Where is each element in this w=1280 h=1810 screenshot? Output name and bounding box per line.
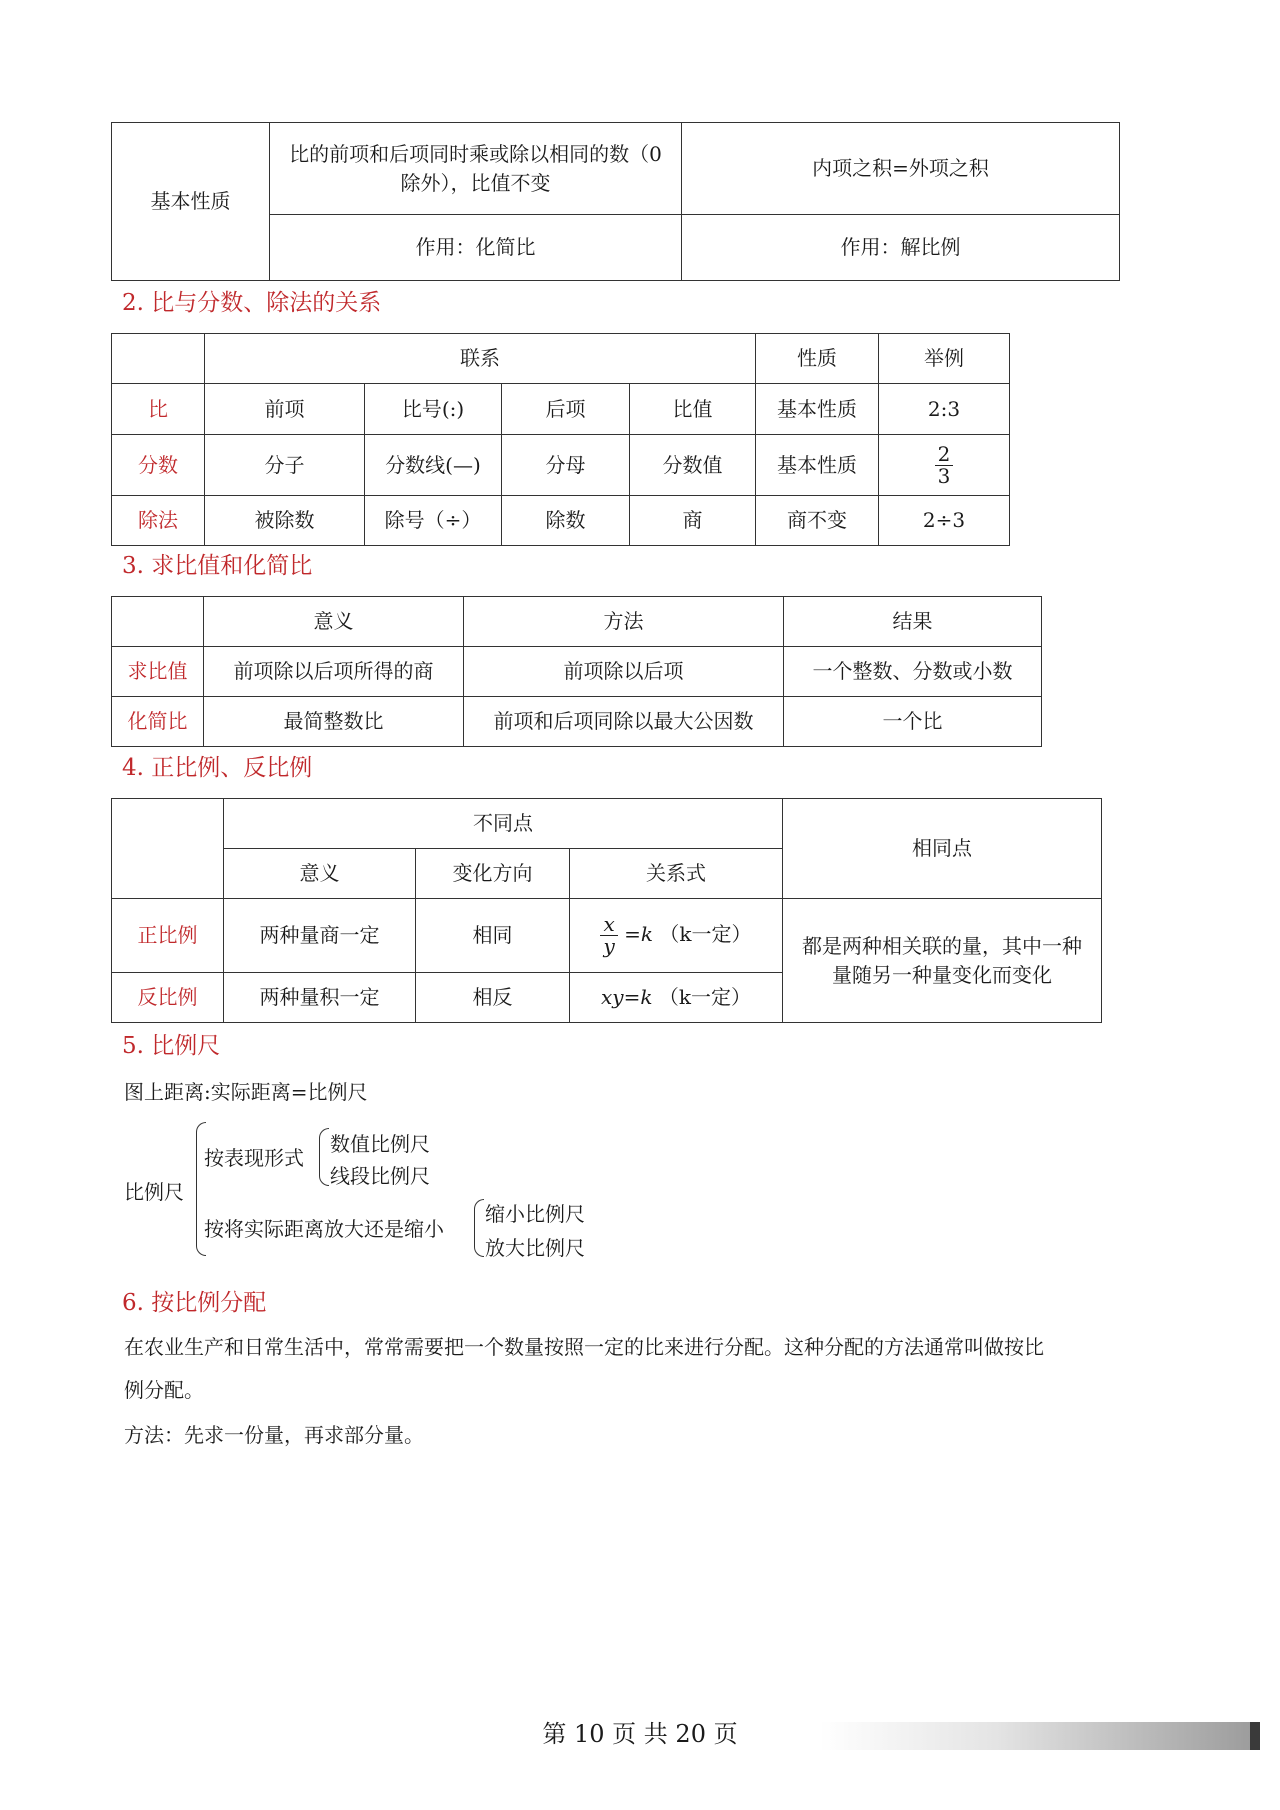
formula-condition: （k一定）: [658, 985, 751, 1009]
table-cell: 基本性质: [756, 435, 879, 496]
table-cell: 分母: [502, 435, 630, 496]
table-cell: 被除数: [205, 496, 365, 546]
row-label: 化简比: [112, 697, 204, 747]
fraction-numerator: x: [600, 914, 617, 936]
row-label: 比: [112, 384, 205, 435]
header-formula: 关系式: [570, 849, 783, 899]
row-label-basic-property: 基本性质: [112, 123, 270, 281]
section-heading-2: 2. 比与分数、除法的关系: [122, 290, 382, 316]
footer-bar-end: [1250, 1722, 1260, 1750]
branch-label: 按将实际距离放大还是缩小: [204, 1217, 444, 1241]
proportion-property-cell: 内项之积=外项之积: [682, 123, 1120, 215]
paragraph-line: 例分配。: [124, 1378, 204, 1402]
section-heading-3: 3. 求比值和化简比: [122, 553, 313, 579]
formula-expression: xy=k: [601, 985, 653, 1009]
left-brace: [319, 1128, 329, 1186]
section-heading-4: 4. 正比例、反比例: [122, 755, 313, 781]
section-heading-6: 6. 按比例分配: [122, 1290, 267, 1316]
table-cell: 后项: [502, 384, 630, 435]
table-cell: 比值: [630, 384, 756, 435]
inverse-formula-cell: [570, 973, 783, 1023]
table-cell: 前项除以后项所得的商: [204, 647, 464, 697]
ratio-value-simplify-table: [111, 596, 1042, 747]
corner-cell: [112, 334, 205, 384]
ratio-property-cell: 比的前项和后项同时乘或除以相同的数（0除外），比值不变: [270, 123, 682, 215]
table-cell: 两种量商一定: [224, 899, 416, 973]
leaf-item: 线段比例尺: [330, 1164, 430, 1188]
fraction: [600, 914, 617, 957]
table-cell: 2:3: [879, 384, 1010, 435]
leaf-item: 缩小比例尺: [485, 1202, 585, 1226]
scale-tree-root: 比例尺: [124, 1180, 184, 1204]
scale-formula: 图上距离:实际距离=比例尺: [124, 1080, 368, 1104]
ratio-fraction-division-table: [111, 333, 1010, 546]
table-cell: 前项除以后项: [464, 647, 784, 697]
header-common: 相同点: [783, 799, 1102, 899]
left-brace: [474, 1199, 484, 1257]
table-cell: 分子: [205, 435, 365, 496]
table-cell: 分数线(—): [365, 435, 502, 496]
table-cell: 商: [630, 496, 756, 546]
header-difference: 不同点: [224, 799, 783, 849]
fraction-denominator: 3: [937, 463, 951, 488]
row-label: 正比例: [112, 899, 224, 973]
page-number: 第 10 页 共 20 页: [542, 1720, 738, 1748]
table-cell: 基本性质: [756, 384, 879, 435]
footer-gradient-bar: [820, 1722, 1260, 1750]
table-cell: 一个比: [784, 697, 1042, 747]
fraction-example-cell: [879, 435, 1010, 496]
proportion-use-cell: 作用：解比例: [682, 215, 1120, 281]
header-property: 性质: [756, 334, 879, 384]
table-cell: 相反: [416, 973, 570, 1023]
formula-equation: =k: [624, 922, 654, 946]
header-meaning: 意义: [224, 849, 416, 899]
direct-formula-cell: [570, 899, 783, 973]
properties-table: [111, 122, 1120, 281]
table-cell: 最简整数比: [204, 697, 464, 747]
section-heading-5: 5. 比例尺: [122, 1033, 221, 1059]
corner-cell: [112, 799, 224, 899]
table-cell: 分数值: [630, 435, 756, 496]
row-label: 反比例: [112, 973, 224, 1023]
row-label: 求比值: [112, 647, 204, 697]
ratio-use-cell: 作用：化简比: [270, 215, 682, 281]
method-line: 方法：先求一份量，再求部分量。: [124, 1423, 424, 1447]
branch-label: 按表现形式: [204, 1146, 304, 1170]
table-cell: 商不变: [756, 496, 879, 546]
header-relation: 联系: [205, 334, 756, 384]
fraction: [935, 441, 954, 488]
formula-condition: （k一定）: [659, 922, 752, 946]
common-point-cell: 都是两种相关联的量，其中一种量随另一种量变化而变化: [783, 899, 1102, 1023]
header-result: 结果: [784, 597, 1042, 647]
leaf-item: 数值比例尺: [330, 1132, 430, 1156]
table-cell: 除数: [502, 496, 630, 546]
corner-cell: [112, 597, 204, 647]
table-cell: 两种量积一定: [224, 973, 416, 1023]
table-cell: 2÷3: [879, 496, 1010, 546]
table-cell: 相同: [416, 899, 570, 973]
header-meaning: 意义: [204, 597, 464, 647]
table-cell: 比号(:): [365, 384, 502, 435]
header-method: 方法: [464, 597, 784, 647]
row-label: 分数: [112, 435, 205, 496]
fraction-numerator: 2: [935, 444, 954, 466]
table-cell: 前项和后项同除以最大公因数: [464, 697, 784, 747]
proportion-table: [111, 798, 1102, 1023]
table-cell: 除号（÷）: [365, 496, 502, 546]
leaf-item: 放大比例尺: [485, 1236, 585, 1260]
row-label: 除法: [112, 496, 205, 546]
header-example: 举例: [879, 334, 1010, 384]
table-cell: 前项: [205, 384, 365, 435]
paragraph-line: 在农业生产和日常生活中，常常需要把一个数量按照一定的比来进行分配。这种分配的方法通常叫做按比: [124, 1335, 1044, 1359]
table-cell: 一个整数、分数或小数: [784, 647, 1042, 697]
header-direction: 变化方向: [416, 849, 570, 899]
fraction-denominator: y: [603, 934, 615, 958]
